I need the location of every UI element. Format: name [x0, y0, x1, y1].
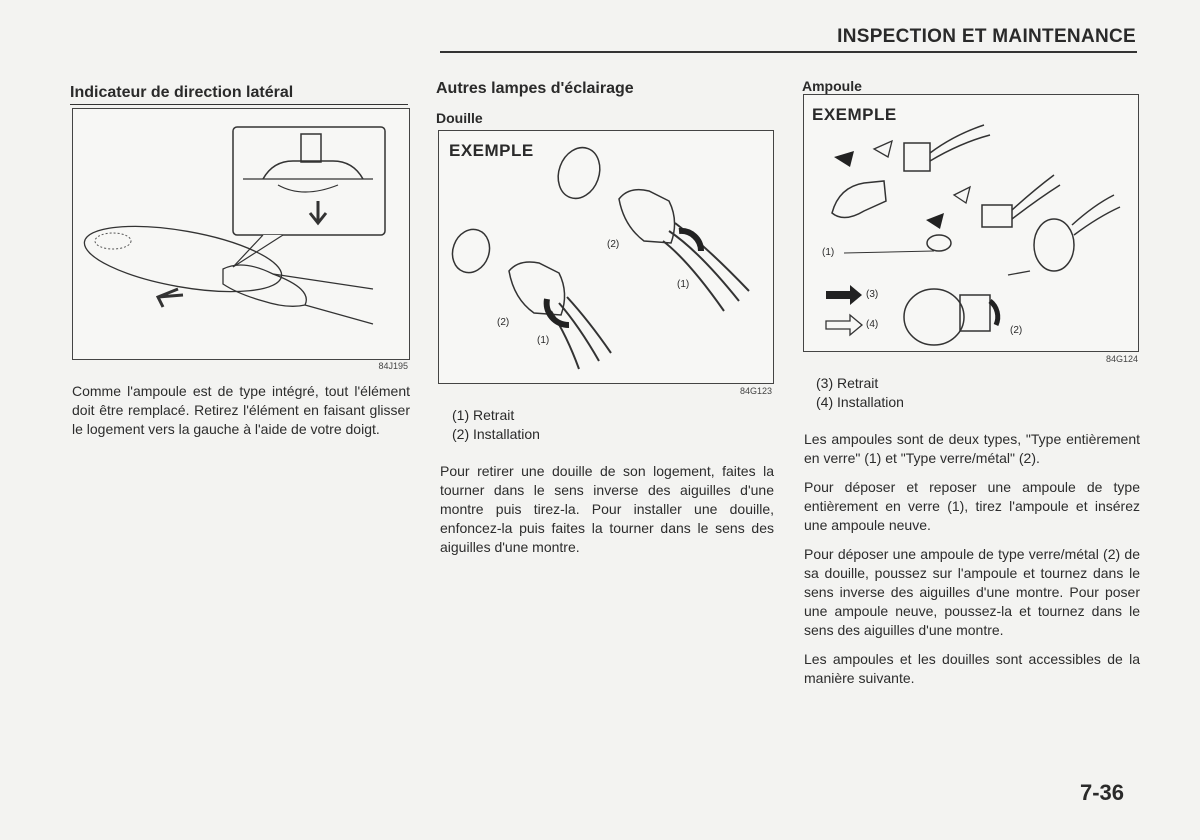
- section-title-other-lamps: Autres lampes d'éclairage: [436, 80, 634, 97]
- callout-4: (4): [866, 319, 879, 330]
- bulb-text-block: [804, 430, 1140, 698]
- figure-code: 84G123: [739, 386, 772, 396]
- callout-1-lower: (1): [537, 335, 550, 346]
- paragraph: Les ampoules sont de deux types, "Type entièrement en verre" (1) et "Type verre/métal" (2).: [804, 431, 1140, 466]
- socket-illustration: [439, 131, 773, 383]
- list-item: (4) Installation: [816, 394, 904, 410]
- callout-2: (2): [1010, 325, 1023, 336]
- paragraph: Les ampoules et les douilles sont accessibles de la manière suivante.: [804, 651, 1140, 686]
- list-item: (3) Retrait: [816, 375, 879, 391]
- paragraph: Pour déposer et reposer une ampoule de type entièrement en verre (1), tirez l'ampoule et insérez une ampoule neuve.: [804, 479, 1140, 533]
- callout-3: (3): [866, 289, 879, 300]
- subsection-title-bulb: Ampoule: [802, 78, 862, 94]
- bulb-figure: [803, 94, 1139, 352]
- socket-text: Pour retirer une douille de son logement, faites la tourner dans le sens inverse des aiguilles d'une montre puis tirez-la. Pour installer une douille, enfoncez-la puis faites la tourner dans le sens des aiguilles d'une montre.: [440, 463, 774, 555]
- callout-2-upper: (2): [607, 239, 620, 250]
- header-rule: [440, 51, 1137, 53]
- list-item: (1) Retrait: [452, 407, 515, 423]
- page-number: 7-36: [1080, 780, 1125, 805]
- bulb-illustration: [804, 95, 1138, 351]
- callout-1: (1): [822, 247, 835, 258]
- section-title-side-indicator: Indicateur de direction latéral: [70, 84, 294, 101]
- side-indicator-illustration: [73, 109, 409, 359]
- callout-1-upper: (1): [677, 279, 690, 290]
- page-header-title: INSPECTION ET MAINTENANCE: [837, 26, 1136, 47]
- figure-label: EXEMPLE: [812, 105, 897, 124]
- socket-figure: [438, 130, 774, 384]
- figure-code: 84J195: [378, 361, 408, 371]
- paragraph: Pour déposer une ampoule de type verre/métal (2) de sa douille, poussez sur l'ampoule et tournez dans le sens inverse des aiguilles d'une montre. Pour poser une ampoule neuve, poussez-la et tournez dans le sens des aiguilles d'une montre.: [804, 546, 1140, 638]
- figure-code: 84G124: [1105, 354, 1138, 364]
- section-title-rule: [70, 104, 408, 105]
- list-item: (2) Installation: [452, 426, 540, 442]
- side-indicator-text: Comme l'ampoule est de type intégré, tout l'élément doit être remplacé. Retirez l'élément en faisant glisser le logement vers la gauche à l'aide de votre doigt.: [72, 383, 410, 437]
- side-indicator-figure: [72, 108, 410, 360]
- figure-label: EXEMPLE: [449, 141, 534, 160]
- subsection-title-socket: Douille: [436, 110, 483, 126]
- callout-2-lower: (2): [497, 317, 510, 328]
